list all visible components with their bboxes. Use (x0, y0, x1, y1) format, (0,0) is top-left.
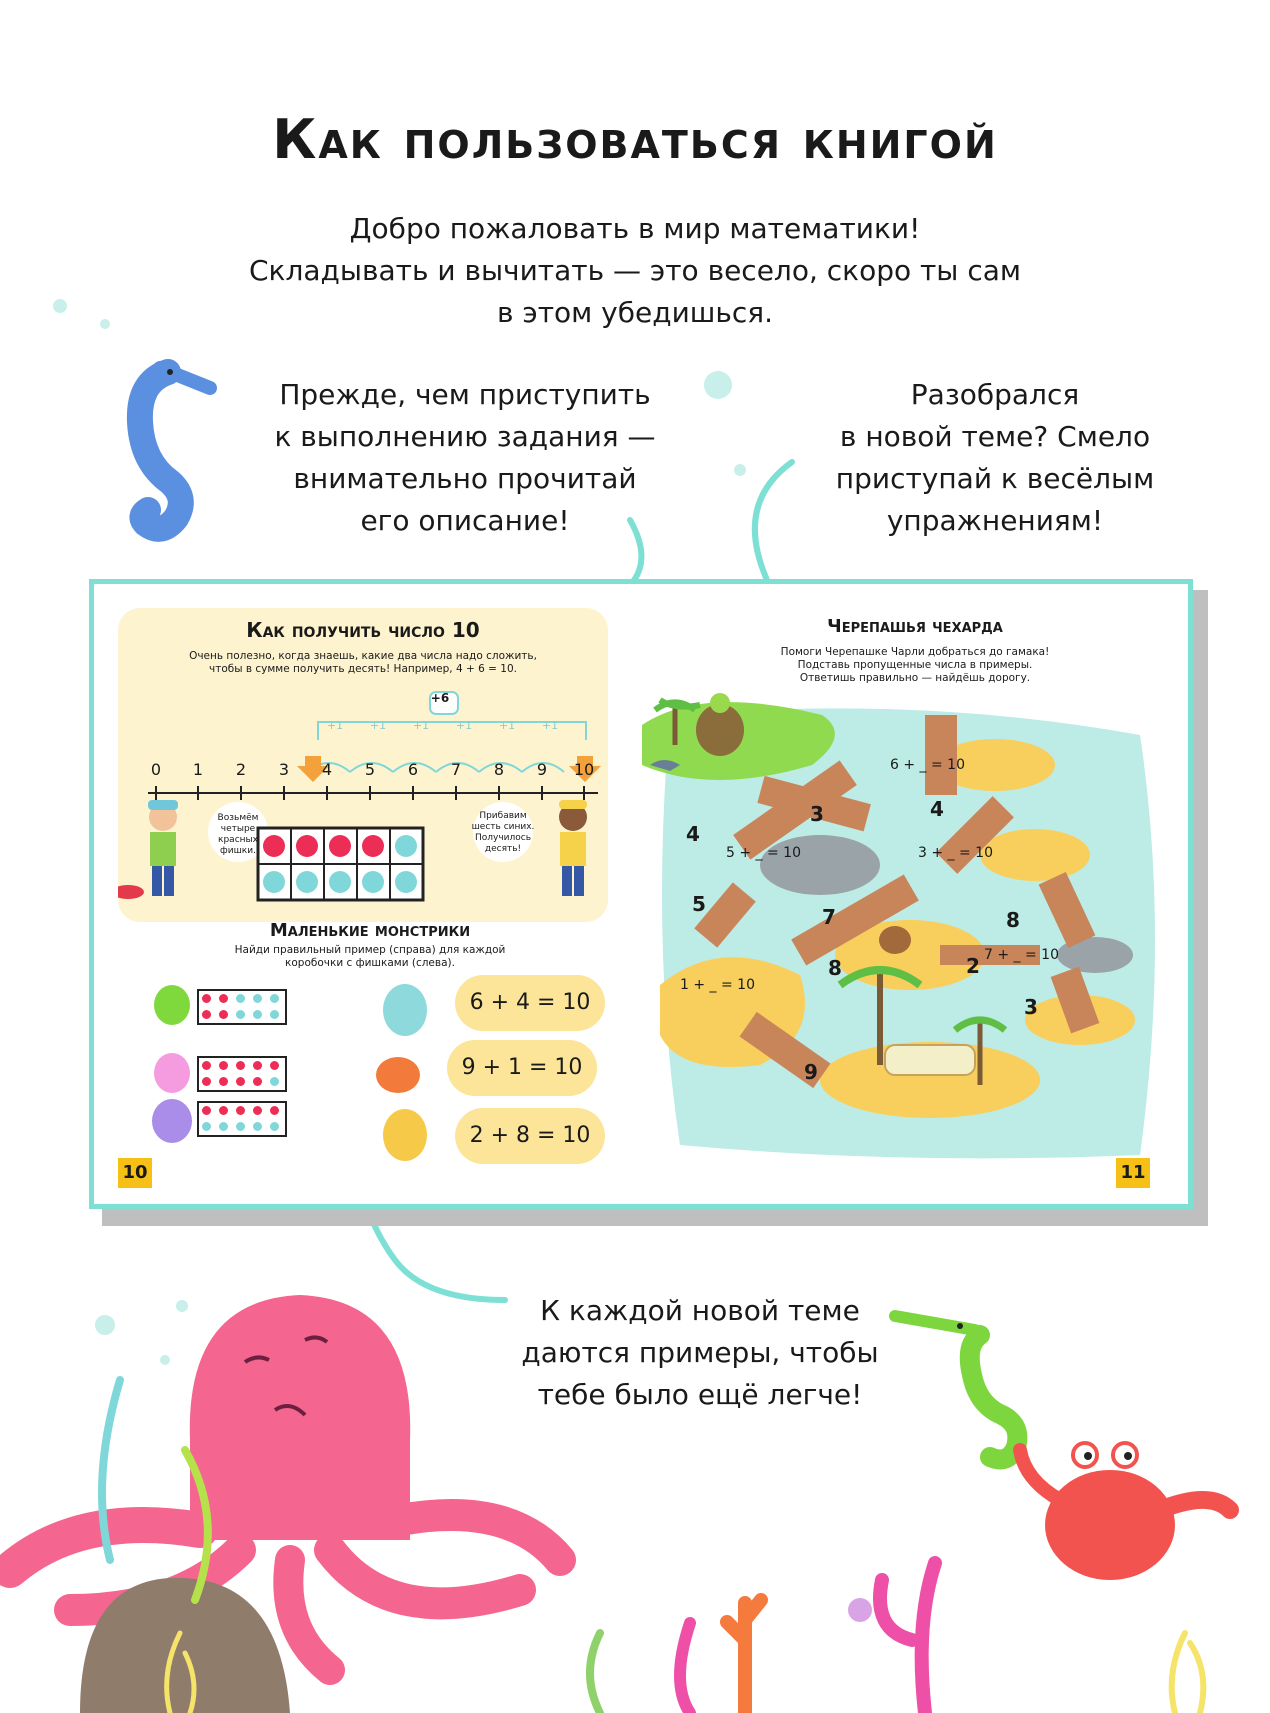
teal-mini-chip (253, 1010, 262, 1019)
seaweed-decoration (590, 1633, 600, 1713)
intro-line: Складывать и вычитать — это весело, скоро ты сам (248, 254, 1021, 287)
plank-number: 4 (686, 822, 700, 846)
palm-leaves (655, 700, 700, 710)
red-mini-chip (219, 1061, 228, 1070)
maze-equation: 7 + _ = 10 (984, 947, 1059, 963)
speech-line: фишки. (220, 846, 256, 856)
teal-mini-chip (270, 1077, 279, 1086)
girl-illustration (559, 800, 587, 896)
plus-one-label: +1 (412, 719, 430, 732)
coral-decoration (1172, 1633, 1204, 1713)
tick-label: 8 (493, 760, 505, 779)
red-mini-chip (202, 994, 211, 1003)
red-mini-chip (219, 994, 228, 1003)
red-mini-chip (253, 1106, 262, 1115)
speech-line: красных (218, 835, 258, 845)
plank-number: 7 (822, 905, 836, 929)
shell-decoration (848, 1598, 872, 1622)
monsters-section-title: Маленькие монстрики (269, 920, 471, 941)
speech-line: десять! (484, 844, 522, 854)
plank-number: 8 (828, 956, 842, 980)
bubble-decoration (704, 371, 732, 399)
plus-one-label: +1 (498, 719, 516, 732)
teal-mini-chip (236, 1122, 245, 1131)
example-bubble: 2 + 8 = 10 (455, 1108, 605, 1164)
callout-line: Прежде, чем приступить (279, 378, 651, 411)
speech-line: Прибавим (479, 811, 527, 821)
callout-line: в новой теме? Смело (839, 420, 1151, 453)
speech-line: Возьмём (217, 813, 259, 823)
plank-number: 3 (810, 802, 824, 826)
callout-line: приступай к весёлым (835, 462, 1155, 495)
plank-number: 9 (804, 1060, 818, 1084)
description-line: коробочки с фишками (слева). (285, 957, 455, 969)
teal-mini-chip (270, 1122, 279, 1131)
purple-monster-illustration (152, 1099, 192, 1143)
callout-line: упражнениям! (886, 504, 1104, 537)
page-title: Как пользоваться книгой (272, 108, 998, 171)
tick-label: 3 (278, 760, 290, 779)
bubble-decoration (100, 319, 110, 329)
teal-mini-chip (270, 994, 279, 1003)
tick-label: 5 (364, 760, 376, 779)
plank-number: 5 (692, 892, 706, 916)
teal-mini-chip (236, 994, 245, 1003)
example-bubble: 9 + 1 = 10 (447, 1040, 597, 1096)
monsters-section-description (170, 944, 570, 970)
page-number-left: 10 (118, 1158, 152, 1188)
green-monster-illustration (154, 985, 190, 1025)
red-mini-chip (236, 1077, 245, 1086)
tick-label: 1 (192, 760, 204, 779)
plus-one-label: +1 (541, 719, 559, 732)
red-mini-chip (202, 1106, 211, 1115)
bubble-decoration (53, 299, 67, 313)
teal-mini-chip (202, 1122, 211, 1131)
red-chip (362, 835, 384, 857)
red-mini-chip (236, 1061, 245, 1070)
callout-line: Разобрался (910, 378, 1080, 411)
speech-take-four (208, 813, 268, 857)
plus-one-label: +1 (369, 719, 387, 732)
teal-chip (395, 835, 417, 857)
blue-seahorse-illustration (140, 368, 210, 529)
teal-mini-chip (236, 1010, 245, 1019)
red-mini-chip (219, 1106, 228, 1115)
callout-line: его описание! (360, 504, 570, 537)
description-line: чтобы в сумме получить десять! Например, 4 + 6 = 10. (209, 663, 517, 675)
example-bubble: 6 + 4 = 10 (455, 975, 605, 1031)
orange-monster-illustration (376, 1057, 420, 1093)
page-number-right: 11 (1116, 1158, 1150, 1188)
maze-equation: 6 + _ = 10 (890, 757, 965, 773)
teal-monster-illustration (383, 984, 427, 1036)
pink-monster-illustration (154, 1053, 190, 1093)
intro-line: Добро пожаловать в мир математики! (349, 212, 921, 245)
red-mini-chip (270, 1106, 279, 1115)
teal-mini-chip (219, 1122, 228, 1131)
bubble-decoration (734, 464, 746, 476)
tick-label: 10 (573, 760, 595, 779)
teal-chip (395, 871, 417, 893)
bubble-decoration (176, 1300, 188, 1312)
callout-read-description (250, 374, 680, 542)
callout-examples (480, 1290, 920, 1416)
plank-number: 2 (966, 954, 980, 978)
red-mini-chip (219, 1077, 228, 1086)
tick-label: 9 (536, 760, 548, 779)
plus-one-label: +1 (326, 719, 344, 732)
number-line-graphic (118, 680, 608, 810)
coral-decoration (880, 1563, 935, 1713)
speech-add-six (468, 811, 538, 855)
teal-mini-chip (253, 994, 262, 1003)
rock-island (760, 835, 880, 895)
intro-line: в этом убедишься. (496, 296, 774, 329)
island (980, 829, 1090, 881)
teal-chip (329, 871, 351, 893)
description-line: Подставь пропущенные числа в примеры. (797, 659, 1033, 671)
description-line: Найди правильный пример (справа) для каждой (234, 944, 506, 956)
tick-label: 6 (407, 760, 419, 779)
maze-equation: 3 + _ = 10 (918, 845, 993, 861)
maze-equation: 5 + _ = 10 (726, 845, 801, 861)
description-line: Очень полезно, когда знаешь, какие два числа надо сложить, (189, 650, 537, 662)
boy-illustration (118, 800, 178, 899)
pink-octopus-illustration (10, 1295, 560, 1670)
red-mini-chip (253, 1077, 262, 1086)
teal-chip (362, 871, 384, 893)
speech-line: Получилось (474, 833, 532, 843)
red-mini-chip (202, 1061, 211, 1070)
plus-six-label: +6 (430, 691, 450, 705)
teal-chip (296, 871, 318, 893)
red-mini-chip (202, 1010, 211, 1019)
left-page-title: Как получить число 10 (246, 618, 480, 642)
red-mini-chip (202, 1077, 211, 1086)
callout-line: К каждой новой теме (540, 1294, 860, 1327)
plank-number: 8 (1006, 908, 1020, 932)
monkey-illustration (879, 926, 911, 954)
red-mini-chip (219, 1010, 228, 1019)
tick-label: 2 (235, 760, 247, 779)
speech-line: шесть синих. (471, 822, 535, 832)
description-line: Помоги Черепашке Чарли добраться до гамака! (780, 646, 1050, 658)
bubble-decoration (95, 1315, 115, 1335)
speech-line: четыре (220, 824, 256, 834)
tick-label: 0 (150, 760, 162, 779)
hammock-illustration (885, 1045, 975, 1075)
red-mini-chip (253, 1061, 262, 1070)
plus-one-label: +1 (455, 719, 473, 732)
right-page-description (690, 646, 1140, 685)
red-mini-chip (270, 1061, 279, 1070)
red-chip (329, 835, 351, 857)
teal-mini-chip (253, 1122, 262, 1131)
bubble-decoration (160, 1355, 170, 1365)
callout-line: даются примеры, чтобы (521, 1336, 879, 1369)
callout-line: к выполнению задания — (274, 420, 656, 453)
red-crab-illustration (1020, 1443, 1230, 1580)
coral-decoration (727, 1600, 761, 1713)
red-chip (296, 835, 318, 857)
teal-chip (263, 871, 285, 893)
left-page-description (118, 650, 608, 676)
tick-label: 7 (450, 760, 462, 779)
coral-decoration (680, 1623, 690, 1713)
red-mini-chip (236, 1106, 245, 1115)
callout-exercises (800, 374, 1190, 542)
plank-number: 4 (930, 797, 944, 821)
intro-text (150, 208, 1120, 334)
turtle-head (710, 693, 730, 713)
plus-one-hops (307, 763, 564, 772)
callout-line: тебе было ещё легче! (537, 1378, 863, 1411)
callout-line: внимательно прочитай (293, 462, 637, 495)
description-line: Ответишь правильно — найдёшь дорогу. (799, 672, 1031, 684)
teal-mini-chip (270, 1010, 279, 1019)
maze-equation: 1 + _ = 10 (680, 977, 755, 993)
tick-label: 4 (321, 760, 333, 779)
yellow-monster-illustration (383, 1109, 427, 1161)
right-page-title: Черепашья чехарда (827, 616, 1003, 637)
plank-number: 3 (1024, 995, 1038, 1019)
